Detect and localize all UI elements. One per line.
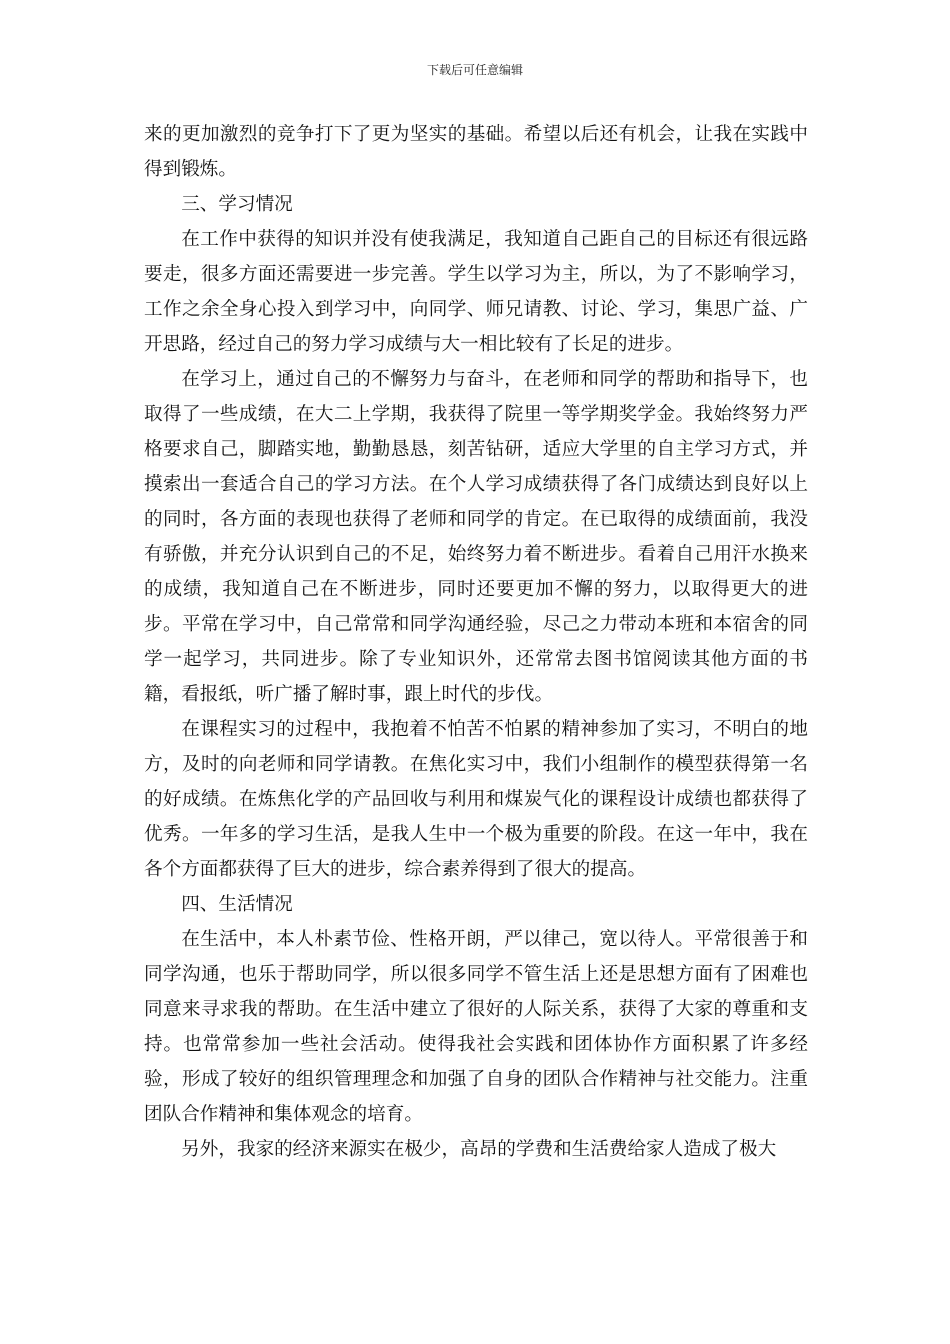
paragraph-life: 在生活中，本人朴素节俭、性格开朗，严以律己，宽以待人。平常很善于和同学沟通，也乐于帮助同学，所以很多同学不管生活上还是思想方面有了困难也同意来寻求我的帮助。在生活中建立了很好的人际关系，获得了大家的尊重和支持。也常常参加一些社会活动。使得我社会实践和团体协作方面积累了许多经验，形成了较好的组织管理理念和加强了自身的团队合作精神与社交能力。注重团队合作精神和集体观念的培育。 xyxy=(144,929,808,1125)
section-heading-study: 三、学习情况 xyxy=(181,194,293,215)
paragraph-course-internship: 在课程实习的过程中，我抱着不怕苦不怕累的精神参加了实习，不明白的地方，及时的向老师和同学请教。在焦化实习中，我们小组制作的模型获得第一名的好成绩。在炼焦化学的产品回收与利用和煤炭气化的课程设计成绩也都获得了优秀。一年多的学习生活，是我人生中一个极为重要的阶段。在这一年中，我在各个方面都获得了巨大的进步，综合素养得到了很大的提高。 xyxy=(144,719,808,880)
paragraph-study-intro: 在工作中获得的知识并没有使我满足，我知道自己距自己的目标还有很远路要走，很多方面还需要进一步完善。学生以学习为主，所以，为了不影响学习，工作之余全身心投入到学习中，向同学、师兄请教、讨论、学习，集思广益、广开思路，经过自己的努力学习成绩与大一相比较有了长足的进步。 xyxy=(144,229,808,355)
paragraph-continuation: 来的更加激烈的竞争打下了更为坚实的基础。希望以后还有机会，让我在实践中得到锻炼。 xyxy=(144,124,808,180)
page-header-note: 下载后可任意编辑 xyxy=(426,63,523,77)
section-heading-life: 四、生活情况 xyxy=(181,894,293,915)
document-body xyxy=(144,117,808,1167)
paragraph-study-achievements: 在学习上，通过自己的不懈努力与奋斗，在老师和同学的帮助和指导下，也取得了一些成绩，在大二上学期，我获得了院里一等学期奖学金。我始终努力严格要求自己，脚踏实地，勤勤恳恳，刻苦钻研，适应大学里的自主学习方式，并摸索出一套适合自己的学习方法。在个人学习成绩获得了各门成绩达到良好以上的同时，各方面的表现也获得了老师和同学的肯定。在已取得的成绩面前，我没有骄傲，并充分认识到自己的不足，始终努力着不断进步。看着自己用汗水换来的成绩，我知道自己在不断进步，同时还要更加不懈的努力，以取得更大的进步。平常在学习中，自己常常和同学沟通经验，尽己之力带动本班和本宿舍的同学一起学习，共同进步。除了专业知识外，还常常去图书馆阅读其他方面的书籍，看报纸，听广播了解时事，跟上时代的步伐。 xyxy=(144,369,808,705)
paragraph-family-finance: 另外，我家的经济来源实在极少，高昂的学费和生活费给家人造成了极大 xyxy=(181,1139,777,1160)
